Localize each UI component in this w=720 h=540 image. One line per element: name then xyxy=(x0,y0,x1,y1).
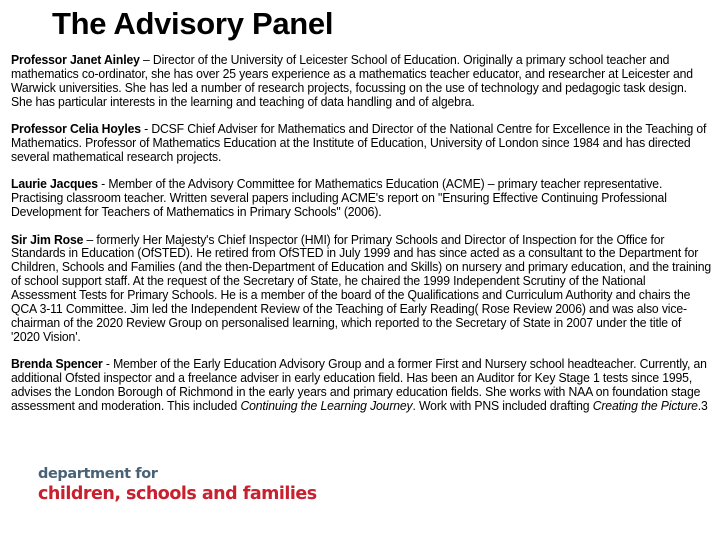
member-name: Laurie Jacques xyxy=(11,177,98,192)
member-bio-continued: . Work with PNS included drafting xyxy=(412,399,593,414)
member-bio-end: .3 xyxy=(697,399,708,414)
panel-member-entry xyxy=(11,358,711,414)
member-name: Sir Jim Rose xyxy=(11,232,84,247)
separator: - xyxy=(140,122,152,137)
member-bio: Member of the Early Education Advisory Group and a former First and Nursery school headteacher. Currently, an additional Ofsted inspector and a freelance adviser in early education field. Has been an Auditor for Key Stage 1 tests since 1995, advises the London Borough of Richmond in the early years and primary education fields. She works with NAA on foundation stage assessment and moderation. This included xyxy=(11,357,707,414)
separator: – xyxy=(139,53,153,67)
publication-title: Creating the Picture xyxy=(592,399,698,414)
advisory-panel-list xyxy=(11,54,711,427)
panel-member-entry xyxy=(11,54,711,110)
member-name: Professor Celia Hoyles xyxy=(11,122,141,137)
page-title: The Advisory Panel xyxy=(52,6,334,41)
separator: – xyxy=(83,232,97,247)
publication-title: Continuing the Learning Journey xyxy=(240,399,413,414)
member-name: Brenda Spencer xyxy=(11,357,103,372)
member-bio: DCSF Chief Adviser for Mathematics and Director of the National Centre for Excellence in the Teaching of Mathematics. Professor of Mathematics Education at the Institute of Education, University of London since 1984 and has directed several mathematical research projects. xyxy=(11,122,707,164)
member-bio: Director of the University of Leicester School of Education. Originally a primary school teacher and mathematics co-ordinator, she has over 25 years experience as a mathematics teacher educator, and researcher at Leicester and Warwick universities. She has led a number of research projects, focussing on the use of technology and pedagogic task design. She has particular interests in the learning and teaching of data handling and of algebra. xyxy=(11,53,693,109)
member-bio: formerly Her Majesty's Chief Inspector (HMI) for Primary Schools and Director of Inspection for the Office for Standards in Education (OfSTED). He retired from OfSTED in July 1999 and has since acted as a consultant to the Department for Children, Schools and Families (and the then-Department of Education and Skills) on nursery and primary education, and the training of school support staff. At the request of the Secretary of State, he chaired the 1999 Independent Scrutiny of the National Assessment Tests for Primary Schools. He is a member of the board of the Qualifications and Curriculum Authority and chairs the QCA 3-11 Committee. Jim led the Independent Review of the Teaching of Early Reading( Rose Review 2006) and was also vice-chairman of the 2020 Review Group on personalised learning, which reported to the Secretary of State in 2007 under the title of '2020 Vision'. xyxy=(11,232,712,344)
separator: - xyxy=(97,177,109,192)
member-bio: Member of the Advisory Committee for Mathematics Education (ACME) – primary teacher representative. Practising classroom teacher. Written several papers including ACME's report on "Ensuring Effective Continuing Professional Development for Teachers of Mathematics in Primary Schools" (2006). xyxy=(11,177,667,220)
dcsf-logo xyxy=(38,467,317,503)
panel-member-entry xyxy=(11,178,711,220)
separator: - xyxy=(102,357,114,372)
logo-line-department: department for xyxy=(38,466,158,482)
panel-member-entry xyxy=(11,234,711,345)
member-name: Professor Janet Ainley xyxy=(11,53,140,67)
panel-member-entry xyxy=(11,123,711,165)
logo-line-children-schools-families: children, schools and families xyxy=(38,483,317,504)
